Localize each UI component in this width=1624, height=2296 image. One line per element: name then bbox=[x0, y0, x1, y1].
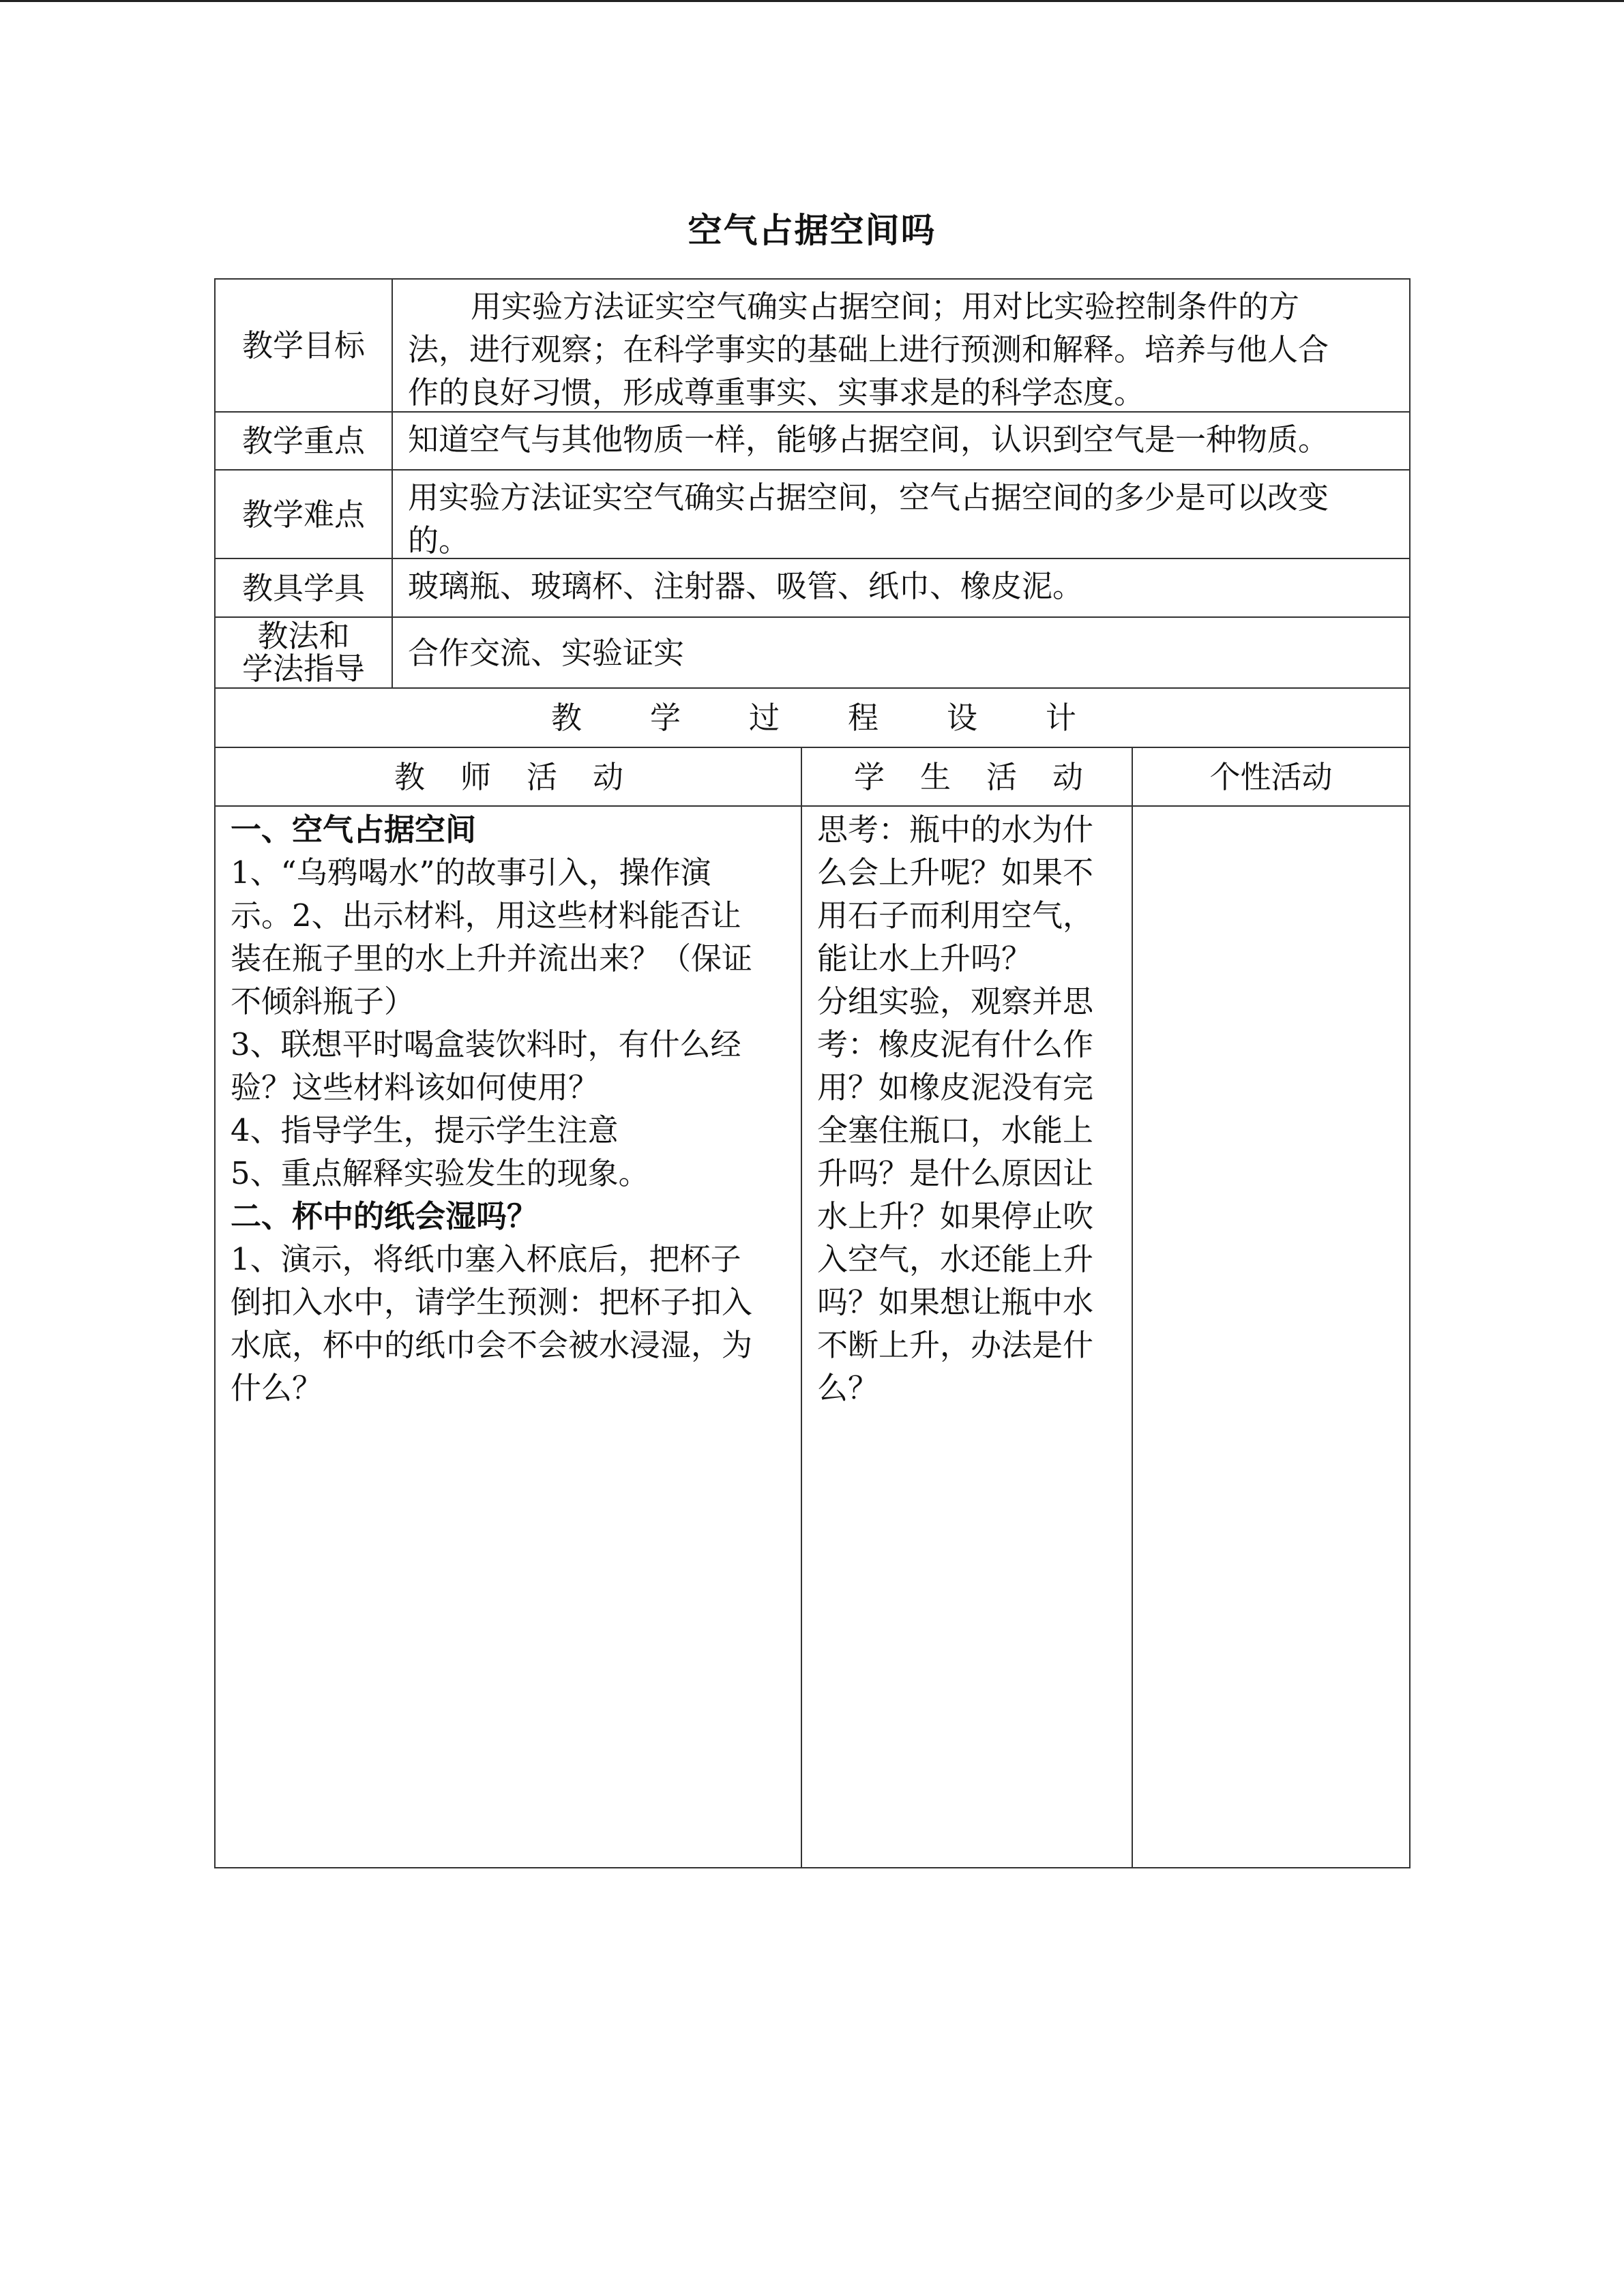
teacher-line: 什么？ bbox=[231, 1370, 323, 1406]
process-heading-char: 教 bbox=[551, 700, 582, 736]
student-line: 用？如橡皮泥没有完 bbox=[817, 1069, 1094, 1105]
method-label-line: 教法和 bbox=[257, 618, 350, 654]
teacher-header-char: 活 bbox=[526, 758, 557, 795]
student-header-char: 学 bbox=[854, 758, 885, 795]
teacher-line: 一、空气占据空间 bbox=[231, 811, 477, 848]
difficulty-content bbox=[393, 471, 1409, 558]
student-activity-header bbox=[854, 748, 1083, 805]
key-label-text: 教学重点 bbox=[241, 423, 365, 459]
student-header-char: 活 bbox=[986, 758, 1017, 795]
student-line: 不断上升，办法是什 bbox=[817, 1327, 1094, 1363]
goal-label-text: 教学目标 bbox=[241, 327, 365, 363]
student-line: 升吗？是什么原因让 bbox=[817, 1155, 1094, 1191]
method-label-line: 学法指导 bbox=[241, 651, 365, 687]
process-heading-char: 程 bbox=[847, 700, 879, 736]
student-line: 能让水上升吗？ bbox=[817, 940, 1033, 976]
process-heading-char: 学 bbox=[649, 700, 681, 736]
student-header-char: 动 bbox=[1052, 758, 1083, 795]
teacher-activity-header bbox=[394, 748, 623, 805]
key-content bbox=[393, 413, 1409, 469]
teacher-line: 水底，杯中的纸巾会不会被水浸湿，为 bbox=[231, 1327, 753, 1363]
page-title: 空气占据空间吗 bbox=[688, 211, 936, 250]
key-label bbox=[216, 413, 392, 469]
tools-label-text: 教具学具 bbox=[241, 569, 365, 606]
tools-label bbox=[216, 559, 392, 616]
teacher-line: 装在瓶子里的水上升并流出来？（保证 bbox=[231, 940, 753, 976]
student-line: 入空气，水还能上升 bbox=[817, 1241, 1094, 1277]
student-line: 用石子而利用空气， bbox=[817, 897, 1094, 934]
teacher-line: 1、“乌鸦喝水”的故事引入，操作演 bbox=[231, 854, 711, 891]
teacher-line: 5、重点解释实验发生的现象。 bbox=[231, 1155, 649, 1191]
difficulty-label-text: 教学难点 bbox=[241, 496, 365, 533]
student-line: 分组实验，观察并思 bbox=[817, 983, 1094, 1019]
process-heading-char: 过 bbox=[748, 700, 780, 736]
difficulty-label bbox=[216, 471, 392, 558]
student-line: 么？ bbox=[817, 1370, 879, 1406]
key-line: 知道空气与其他物质一样，能够占据空间，认识到空气是一种物质。 bbox=[408, 421, 1329, 458]
personal-activity-content bbox=[1133, 808, 1409, 1867]
goal-line: 作的良好习惯，形成尊重事实、实事求是的科学态度。 bbox=[408, 374, 1145, 411]
teacher-activity-content bbox=[216, 808, 799, 1867]
personal-activity-header bbox=[1133, 748, 1409, 805]
method-label bbox=[216, 618, 392, 687]
teacher-line: 3、联想平时喝盒装饮料时，有什么经 bbox=[231, 1026, 741, 1062]
row-divider bbox=[214, 805, 1411, 807]
student-line: 全塞住瓶口，水能上 bbox=[817, 1112, 1094, 1148]
teacher-header-char: 师 bbox=[460, 758, 491, 795]
teacher-line: 4、指导学生，提示学生注意 bbox=[231, 1112, 619, 1148]
student-header-char: 生 bbox=[919, 758, 951, 795]
student-line: 思考：瓶中的水为什 bbox=[817, 811, 1094, 848]
goal-label bbox=[216, 280, 392, 411]
process-heading bbox=[551, 689, 1076, 747]
tools-content bbox=[393, 559, 1409, 616]
goal-content bbox=[393, 280, 1409, 411]
teacher-header-char: 动 bbox=[592, 758, 623, 795]
method-line: 合作交流、实验证实 bbox=[408, 634, 685, 671]
teacher-line: 1、演示，将纸巾塞入杯底后，把杯子 bbox=[231, 1241, 741, 1277]
difficulty-line: 用实验方法证实空气确实占据空间，空气占据空间的多少是可以改变 bbox=[408, 479, 1329, 516]
personal-header-text: 个性活动 bbox=[1209, 758, 1333, 795]
top-border-line bbox=[0, 0, 1624, 2]
difficulty-line: 的。 bbox=[408, 522, 470, 558]
teacher-header-char: 教 bbox=[394, 758, 426, 795]
teacher-line: 示。2、出示材料，用这些材料能否让 bbox=[231, 897, 741, 934]
teacher-line: 不倾斜瓶子） bbox=[231, 983, 415, 1019]
process-heading-char: 计 bbox=[1045, 700, 1076, 736]
student-line: 水上升？如果停止吹 bbox=[817, 1198, 1094, 1234]
tools-line: 玻璃瓶、玻璃杯、注射器、吸管、纸巾、橡皮泥。 bbox=[408, 568, 1084, 604]
goal-line: 法，进行观察；在科学事实的基础上进行预测和解释。培养与他人合 bbox=[408, 331, 1329, 368]
teacher-line: 二、杯中的纸会湿吗？ bbox=[231, 1198, 538, 1234]
student-line: 吗？如果想让瓶中水 bbox=[817, 1284, 1094, 1320]
goal-line: 用实验方法证实空气确实占据空间；用对比实验控制条件的方 bbox=[471, 288, 1300, 325]
method-content bbox=[393, 618, 1409, 687]
student-activity-content bbox=[802, 808, 1130, 1867]
process-heading-char: 设 bbox=[946, 700, 977, 736]
student-line: 么会上升呢？如果不 bbox=[817, 854, 1094, 891]
teacher-line: 倒扣入水中，请学生预测：把杯子扣入 bbox=[231, 1284, 753, 1320]
teacher-line: 验？这些材料该如何使用？ bbox=[231, 1069, 600, 1105]
student-line: 考：橡皮泥有什么作 bbox=[817, 1026, 1094, 1062]
